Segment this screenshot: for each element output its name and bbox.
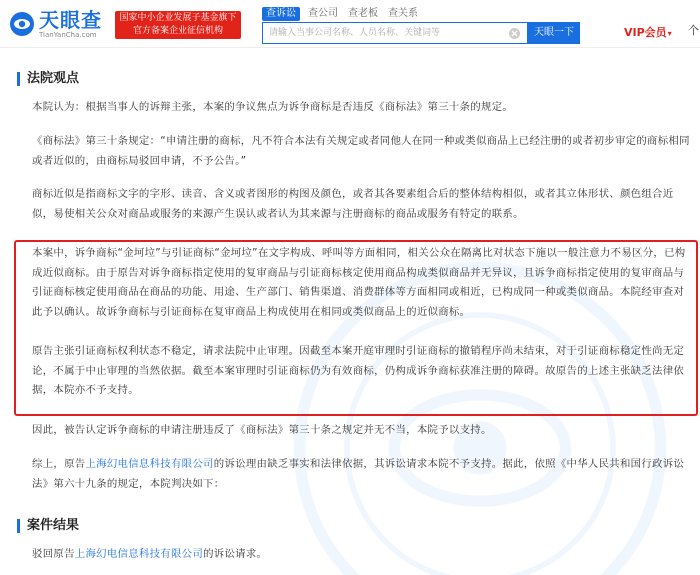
tab-relation[interactable]: 查关系 [388,8,418,19]
search-box [262,22,528,44]
tab-boss[interactable]: 查老板 [348,8,378,19]
text-span: 的诉讼理由缺乏事实和法律依据，其诉讼请求本院不予支持。据此，依照《中华人民共和国行政诉讼法》第六十九条的规定，本院判决如下： [32,458,685,490]
search-input[interactable] [269,26,504,40]
paragraph-6: 因此，被告认定诉争商标的申请注册违反了《商标法》第三十条之规定并无不当，本院予以支持。 [32,424,492,436]
tab-company[interactable]: 查公司 [308,8,338,19]
vip-menu[interactable] [624,24,672,40]
paragraph-2: 《商标法》第三十条规定：“申请注册的商标，凡不符合本法有关规定或者同他人在同一种或类似商品上已经注册的或者初步审定的商标相同或者近似的，由商标局驳回申请，不予公告。” [32,135,690,167]
paragraph-3: 商标近似是指商标文字的字形、读音、含义或者图形的构图及颜色，或者其各要素组合后的整体结构相似，或者其立体形状、颜色组合近似，易使相关公众对商品或服务的来源产生误认或者认为其来源与注册商标的商品或服务有特定的联系。 [32,188,674,220]
search-button[interactable]: 天眼一下 [528,22,580,44]
text-span: 驳回原告 [32,548,75,560]
judgment-content [0,48,700,575]
logo-text: 天眼查 [39,8,102,32]
text-span: 综上，原告 [32,458,86,470]
section-bar [17,72,20,86]
paragraph-5: 原告主张引证商标权利状态不稳定，请求法院中止审理。因截至本案开庭审理时引证商标的撤销程序尚未结束，对于引证商标稳定性尚无定论，不属于中止审理的当然依据。截至本案审理时引证商标仍为有效商标，仍构成诉争商标获准注册的障碍。故原告的上述主张缺乏法律依据，本院亦不予支持。 [32,345,685,396]
tab-lawsuit[interactable]: 查诉讼 [262,7,300,21]
paragraph-1: 本院认为：根据当事人的诉辩主张，本案的争议焦点为诉争商标是否违反《商标法》第三十条的规定。 [32,101,514,113]
company-link[interactable]: 上海幻电信息科技有限公司 [74,548,204,560]
vip-label: VIP会员 [624,26,667,39]
top-header [0,0,700,48]
eye-logo-icon [9,11,35,37]
tianyancha-logo[interactable] [9,9,113,39]
paragraph-8 [32,545,692,565]
logo-domain: TianYanCha.com [39,31,97,39]
chevron-down-icon: ▾ [667,29,672,38]
banner-line-1: 国家中小企业发展子基金旗下 [119,13,237,23]
paragraph-4: 本案中，诉争商标“金坷垃”与引证商标“金坷垃”在文字构成、呼叫等方面相同，相关公众在隔离比对状态下施以一般注意力不易区分，已构成近似商标。由于原告对诉争商标指定使用的复审商品与引证商标核定使用商品构成类似商品并无异议，且诉争商标指定使用的复审商品与引证商标核定使用商品在商品的功能、用途、生产部门、销售渠道、消费群体等方面相同或相近，已构成同一种或类似商品。本院经审查对此予以确认。故诉争商标与引证商标在复审商品上构成使用在相同或类似商品上的近似商标。 [32,247,686,318]
paragraph-7 [32,455,692,494]
official-banner [115,11,241,39]
clear-icon[interactable] [509,28,520,39]
banner-line-2: 官方备案企业征信机构 [132,26,223,36]
section-title: 法院观点 [27,71,80,86]
section-title: 案件结果 [27,518,80,533]
header-partial-item[interactable]: 个 [688,24,699,37]
company-link[interactable]: 上海幻电信息科技有限公司 [85,458,214,470]
text-span: 的诉讼请求。 [203,548,268,560]
section-bar [17,519,20,533]
